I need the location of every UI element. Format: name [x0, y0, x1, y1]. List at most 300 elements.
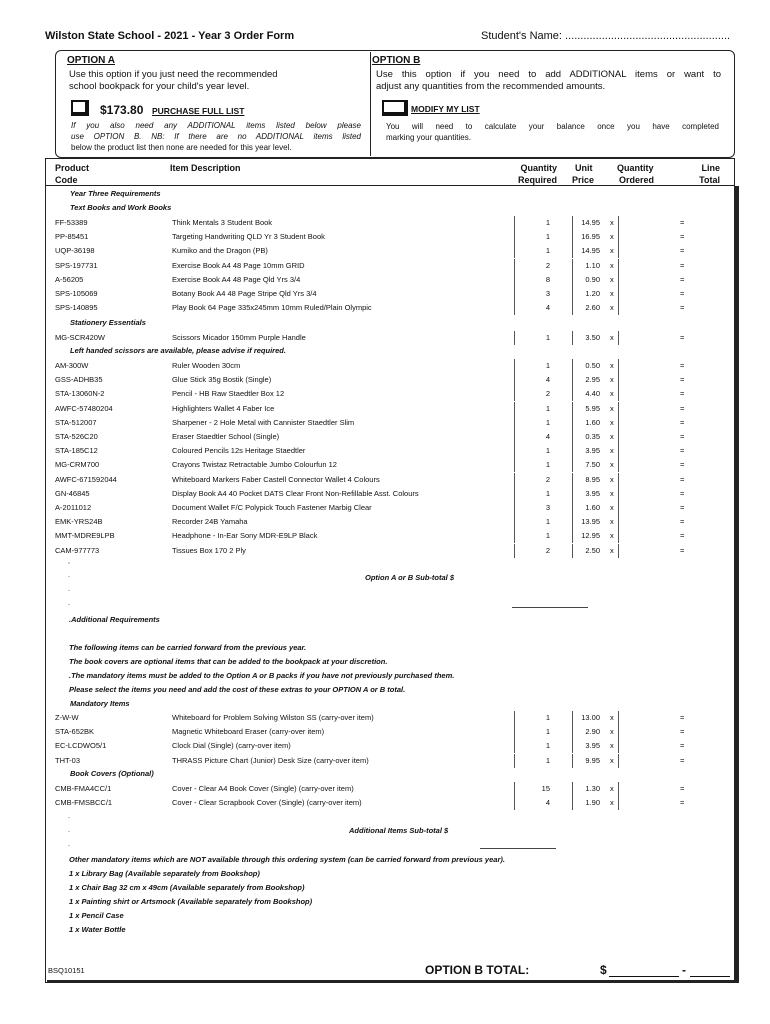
product-code: STA-512007 [55, 417, 97, 427]
note-mandatory: .The mandatory items must be added to the Option A or B packs if you have not previously purchased them. [69, 671, 455, 680]
column-separator [618, 754, 619, 768]
column-separator [514, 515, 515, 529]
times-marker: x [610, 333, 614, 342]
column-separator [572, 487, 573, 501]
column-separator [514, 402, 515, 416]
unit-price: 1.60 [585, 417, 600, 427]
unit-price: 1.20 [585, 289, 600, 298]
column-separator [572, 725, 573, 739]
product-code: Z-W-W [55, 713, 79, 722]
item-description: Coloured Pencils 12s Heritage Staedtler [172, 446, 306, 456]
column-separator [618, 487, 619, 501]
item-description: Headphone - In-Ear Sony MDR-E9LP Black [172, 531, 318, 541]
equals-marker: = [680, 488, 685, 498]
product-code: EC-LCDWO5/1 [55, 741, 107, 751]
quantity-required: 2 [545, 389, 550, 399]
option-b-heading: OPTION B [372, 55, 421, 66]
subtotal-ab-blank[interactable] [512, 607, 588, 608]
quantity-required: 3 [545, 289, 550, 298]
column-separator [572, 287, 573, 301]
item-description: Botany Book A4 48 Page Stripe Qld Yrs 3/4 [172, 289, 317, 298]
column-separator [618, 739, 619, 753]
equals-marker: = [680, 403, 685, 413]
product-code: AWFC-671592044 [55, 474, 117, 484]
table-row [45, 259, 735, 273]
table-row [45, 725, 735, 739]
unit-price: 2.90 [585, 727, 600, 737]
options-divider [370, 52, 371, 156]
note-select: Please select the items you need and add the cost of these extras to your OPTION A or B total. [69, 685, 406, 694]
column-separator [572, 711, 573, 725]
equals-marker: = [680, 460, 685, 470]
column-separator [514, 725, 515, 739]
unit-price: 2.95 [585, 375, 600, 385]
form-title: Wilston State School - 2021 - Year 3 Order Form [45, 30, 295, 42]
times-marker: x [610, 727, 614, 737]
unit-price: 12.95 [581, 531, 600, 541]
table-row [45, 796, 735, 810]
times-marker: x [610, 274, 614, 284]
header-rule [45, 185, 735, 186]
unit-price: 2.50 [585, 545, 600, 555]
option-b-note2: marking your quantities. [386, 133, 471, 142]
item-description: Crayons Twistaz Retractable Jumbo Colourfun 12 [172, 460, 337, 470]
product-code: GN-46845 [55, 488, 90, 498]
quantity-required: 4 [545, 432, 550, 441]
unit-price: 13.00 [581, 713, 600, 722]
equals-marker: = [680, 545, 685, 555]
column-separator [514, 444, 515, 458]
table-row [45, 273, 735, 287]
times-marker: x [610, 303, 614, 313]
times-marker: x [610, 218, 614, 227]
modify-list-checkbox[interactable] [382, 100, 408, 116]
column-separator [572, 544, 573, 558]
item-description: Whiteboard for Problem Solving Wilston SS (carry-over item) [172, 713, 374, 722]
product-code: AWFC-57480204 [55, 403, 113, 413]
item-description: Tissues Box 170 2 Ply [172, 545, 246, 555]
item-description: Play Book 64 Page 335x245mm 10mm Ruled/Plain Olympic [172, 303, 372, 313]
table-row [45, 444, 735, 458]
product-code: STA-652BK [55, 727, 95, 737]
column-separator [618, 273, 619, 287]
form-code: BSQ10151 [48, 966, 85, 975]
subtotal-ab-label: Option A or B Sub-total $ [365, 573, 455, 582]
equals-marker: = [680, 375, 685, 385]
product-code: STA-13060N-2 [55, 389, 105, 399]
column-separator [618, 544, 619, 558]
unit-price: 1.30 [585, 784, 600, 793]
equals-marker: = [680, 503, 685, 512]
total-cents-blank[interactable] [690, 976, 730, 977]
col-line-total: Line Total [699, 163, 720, 185]
times-marker: x [610, 545, 614, 555]
column-separator [618, 501, 619, 515]
option-a-note3: below the product list then none are needed for this year level. [71, 143, 292, 152]
equals-marker: = [680, 755, 685, 765]
column-separator [572, 430, 573, 444]
table-row [45, 754, 735, 768]
column-separator [514, 796, 515, 810]
column-separator [572, 473, 573, 487]
equals-marker: = [680, 232, 685, 242]
table-row [45, 711, 735, 725]
column-separator [514, 216, 515, 230]
student-name-field[interactable]: Student's Name: ...................................................... [481, 30, 731, 42]
unit-price: 0.50 [585, 361, 600, 370]
quantity-required: 8 [545, 274, 550, 284]
item-description: Cover - Clear Scrapbook Cover (Single) (carry-over item) [172, 798, 362, 808]
equals-marker: = [680, 417, 685, 427]
other-item-library-bag: 1 x Library Bag (Available separately from Bookshop) [69, 869, 260, 878]
column-separator [618, 387, 619, 401]
spacer-dot-2: . [68, 586, 70, 593]
unit-price: 5.95 [585, 403, 600, 413]
column-separator [514, 331, 515, 345]
times-marker: x [610, 488, 614, 498]
quantity-required: 1 [545, 218, 550, 227]
equals-marker: = [680, 784, 685, 793]
unit-price: 8.95 [585, 474, 600, 484]
unit-price: 16.95 [581, 232, 600, 242]
product-code: A-2011012 [55, 503, 92, 512]
times-marker: x [610, 417, 614, 427]
table-row [45, 515, 735, 529]
column-separator [572, 301, 573, 315]
column-separator [618, 473, 619, 487]
product-code: MMT-MDRE9LPB [55, 531, 115, 541]
quantity-required: 1 [545, 755, 550, 765]
total-dollars-blank[interactable] [609, 976, 679, 977]
quantity-required: 3 [545, 503, 550, 512]
unit-price: 9.95 [585, 755, 600, 765]
option-a-note2: use OPTION B. NB: If there are no ADDITIONAL items listed [71, 132, 361, 141]
column-separator [514, 244, 515, 258]
times-marker: x [610, 798, 614, 808]
item-description: Whiteboard Markers Faber Castell Connector Wallet 4 Colours [172, 474, 380, 484]
section-text-books: Text Books and Work Books [70, 203, 172, 212]
table-row [45, 487, 735, 501]
quantity-required: 2 [545, 545, 550, 555]
table-row [45, 501, 735, 515]
product-code: PP-85451 [55, 232, 89, 242]
quantity-required: 1 [545, 403, 550, 413]
column-separator [618, 287, 619, 301]
item-description: Magnetic Whiteboard Eraser (carry-over item) [172, 727, 325, 737]
table-row [45, 230, 735, 244]
spacer-dot-1: . [68, 572, 70, 579]
quantity-required: 1 [545, 727, 550, 737]
quantity-required: 1 [545, 713, 550, 722]
product-code: A-56205 [55, 274, 84, 284]
column-separator [514, 301, 515, 315]
product-code: MG-CRM700 [55, 460, 100, 470]
column-separator [514, 739, 515, 753]
times-marker: x [610, 474, 614, 484]
times-marker: x [610, 713, 614, 722]
col-quantity-ordered: Quantity Ordered [617, 163, 655, 185]
section-stationery: Stationery Essentials [70, 318, 146, 327]
product-code: CMB-FMA4CC/1 [55, 784, 112, 793]
column-separator [618, 230, 619, 244]
times-marker: x [610, 503, 614, 512]
item-description: Scissors Micador 150mm Purple Handle [172, 333, 306, 342]
unit-price: 3.95 [585, 446, 600, 456]
times-marker: x [610, 531, 614, 541]
subtotal-additional-label: Additional Items Sub-total $ [349, 826, 449, 835]
quantity-required: 1 [545, 517, 550, 527]
left-handed-note: Left handed scissors are available, please advise if required. [70, 346, 286, 355]
product-code: STA-185C12 [55, 446, 98, 456]
option-a-line1: Use this option if you just need the recommended [69, 69, 278, 80]
col-quantity-required: Quantity Required [517, 163, 557, 185]
column-separator [572, 244, 573, 258]
unit-price: 0.35 [585, 432, 600, 441]
table-shadow-right [735, 186, 739, 983]
equals-marker: = [680, 303, 685, 313]
quantity-required: 4 [545, 303, 550, 313]
equals-marker: = [680, 727, 685, 737]
table-row [45, 458, 735, 472]
product-code: THT-03 [55, 755, 81, 765]
col-product-code: Product Code [55, 163, 90, 185]
column-separator [514, 416, 515, 430]
product-code: SPS-105069 [55, 289, 98, 298]
times-marker: x [610, 517, 614, 527]
column-separator [572, 782, 573, 796]
equals-marker: = [680, 531, 685, 541]
table-row [45, 244, 735, 258]
times-marker: x [610, 260, 614, 270]
quantity-required: 1 [545, 741, 550, 751]
product-code: CAM-977773 [55, 545, 100, 555]
item-description: Document Wallet F/C Polypick Touch Fastener Marbig Clear [172, 503, 372, 512]
item-description: THRASS Picture Chart (Junior) Desk Size (carry-over item) [172, 755, 369, 765]
quantity-required: 1 [545, 446, 550, 456]
col-unit-price: Unit Price [572, 163, 595, 185]
times-marker: x [610, 232, 614, 242]
column-separator [572, 754, 573, 768]
unit-price: 7.50 [585, 460, 600, 470]
times-marker: x [610, 403, 614, 413]
item-description: Sharpener - 2 Hole Metal with Cannister Staedtler Slim [172, 417, 355, 427]
times-marker: x [610, 784, 614, 793]
column-separator [572, 373, 573, 387]
option-a-heading: OPTION A [67, 55, 115, 66]
column-separator [572, 444, 573, 458]
table-row [45, 473, 735, 487]
equals-marker: = [680, 246, 685, 256]
quantity-required: 1 [545, 531, 550, 541]
quantity-required: 2 [545, 474, 550, 484]
spacer-dot-5: . [68, 827, 70, 834]
column-separator [572, 739, 573, 753]
product-code: EMK-YRS24B [55, 517, 103, 527]
column-separator [572, 529, 573, 543]
column-separator [618, 416, 619, 430]
quantity-required: 1 [545, 361, 550, 370]
quantity-required: 4 [545, 798, 550, 808]
section-mandatory: Mandatory Items [70, 699, 130, 708]
equals-marker: = [680, 741, 685, 751]
column-separator [618, 529, 619, 543]
section-year-three: Year Three Requirements [70, 189, 161, 198]
item-description: Cover - Clear A4 Book Cover (Single) (carry-over item) [172, 784, 354, 793]
column-separator [514, 711, 515, 725]
column-separator [514, 359, 515, 373]
unit-price: 13.95 [581, 517, 600, 527]
item-description: Highlighters Wallet 4 Faber Ice [172, 403, 275, 413]
column-separator [514, 373, 515, 387]
unit-price: 1.90 [585, 798, 600, 808]
unit-price: 14.95 [581, 218, 600, 227]
table-row [45, 301, 735, 315]
column-separator [514, 487, 515, 501]
times-marker: x [610, 755, 614, 765]
other-item-chair-bag: 1 x Chair Bag 32 cm x 49cm (Available separately from Bookshop) [69, 883, 305, 892]
table-row [45, 739, 735, 753]
column-separator [572, 216, 573, 230]
unit-price: 1.60 [585, 503, 600, 512]
other-item-pencil-case: 1 x Pencil Case [69, 911, 124, 920]
quantity-required: 1 [545, 246, 550, 256]
times-marker: x [610, 741, 614, 751]
option-a-line2: school bookpack for your child's year level. [69, 81, 250, 92]
column-separator [572, 416, 573, 430]
subtotal-additional-blank[interactable] [480, 848, 556, 849]
product-code: FF-53389 [55, 218, 88, 227]
item-description: Kumiko and the Dragon (PB) [172, 246, 268, 256]
unit-price: 1.10 [585, 260, 600, 270]
quantity-required: 1 [545, 417, 550, 427]
equals-marker: = [680, 389, 685, 399]
purchase-full-list-checkbox[interactable] [71, 100, 89, 116]
equals-marker: = [680, 798, 685, 808]
column-separator [514, 273, 515, 287]
column-separator [514, 230, 515, 244]
column-separator [514, 782, 515, 796]
item-description: Glue Stick 35g Bostik (Single) [172, 375, 272, 385]
full-list-price: $173.80 [100, 103, 144, 117]
product-code: CMB-FMSBCC/1 [55, 798, 113, 808]
spacer-comma-1: , [68, 558, 70, 565]
product-code: SPS-197731 [55, 260, 98, 270]
total-dollar-sign: $ [600, 963, 607, 977]
quantity-required: 1 [545, 460, 550, 470]
equals-marker: = [680, 260, 685, 270]
column-separator [572, 273, 573, 287]
column-separator [618, 216, 619, 230]
quantity-required: 4 [545, 375, 550, 385]
equals-marker: = [680, 713, 685, 722]
product-code: GSS-ADHB35 [55, 375, 103, 385]
equals-marker: = [680, 432, 685, 441]
item-description: Ruler Wooden 30cm [172, 361, 241, 370]
column-separator [618, 373, 619, 387]
column-separator [514, 387, 515, 401]
note-carry-forward: The following items can be carried forward from the previous year. [69, 643, 307, 652]
unit-price: 2.60 [585, 303, 600, 313]
item-description: Display Book A4 40 Pocket DATS Clear Front Non-Refillable Asst. Colours [172, 488, 419, 498]
product-code: UQP-36198 [55, 246, 95, 256]
table-row [45, 402, 735, 416]
times-marker: x [610, 361, 614, 370]
spacer-dot-3: . [68, 600, 70, 607]
spacer-dot-4: . [68, 813, 70, 820]
total-separator: - [682, 963, 686, 977]
product-code: STA-526C20 [55, 432, 98, 441]
column-separator [618, 359, 619, 373]
column-separator [618, 244, 619, 258]
column-separator [572, 230, 573, 244]
table-row [45, 216, 735, 230]
column-separator [514, 458, 515, 472]
item-description: Clock Dial (Single) (carry-over item) [172, 741, 291, 751]
column-separator [572, 501, 573, 515]
table-row [45, 430, 735, 444]
column-separator [514, 259, 515, 273]
table-row [45, 373, 735, 387]
times-marker: x [610, 289, 614, 298]
column-separator [618, 725, 619, 739]
equals-marker: = [680, 446, 685, 456]
unit-price: 14.95 [581, 246, 600, 256]
quantity-required: 2 [545, 260, 550, 270]
product-code: AM-300W [55, 361, 89, 370]
purchase-full-list-label[interactable]: PURCHASE FULL LIST [152, 106, 245, 116]
table-row [45, 782, 735, 796]
other-item-water-bottle: 1 x Water Bottle [69, 925, 126, 934]
modify-list-label[interactable]: MODIFY MY LIST [411, 104, 480, 114]
other-item-painting-shirt: 1 x Painting shirt or Artsmock (Available separately from Bookshop) [69, 897, 313, 906]
column-separator [618, 515, 619, 529]
column-separator [618, 301, 619, 315]
item-description: Exercise Book A4 48 Page Qld Yrs 3/4 [172, 274, 301, 284]
equals-marker: = [680, 474, 685, 484]
column-separator [514, 529, 515, 543]
column-separator [618, 444, 619, 458]
column-separator [618, 430, 619, 444]
product-code: MG-SCR420W [55, 333, 106, 342]
option-b-total-label: OPTION B TOTAL: [425, 963, 530, 977]
column-separator [572, 458, 573, 472]
unit-price: 3.95 [585, 488, 600, 498]
times-marker: x [610, 460, 614, 470]
item-description: Recorder 24B Yamaha [172, 517, 248, 527]
section-book-covers: Book Covers (Optional) [70, 769, 154, 778]
item-description: Exercise Book A4 48 Page 10mm GRID [172, 260, 305, 270]
equals-marker: = [680, 274, 685, 284]
column-separator [514, 473, 515, 487]
table-row [45, 529, 735, 543]
col-item-description: Item Description [170, 163, 241, 173]
column-separator [618, 782, 619, 796]
quantity-required: 15 [541, 784, 550, 793]
spacer-dot-6: . [68, 841, 70, 848]
quantity-required: 1 [545, 232, 550, 242]
table-shadow-bottom [47, 980, 739, 983]
times-marker: x [610, 375, 614, 385]
unit-price: 3.50 [585, 333, 600, 342]
column-separator [572, 796, 573, 810]
unit-price: 0.90 [585, 274, 600, 284]
column-separator [514, 754, 515, 768]
column-separator [514, 501, 515, 515]
column-separator [572, 359, 573, 373]
table-row [45, 544, 735, 558]
column-separator [572, 331, 573, 345]
item-description: Targeting Handwriting QLD Yr 3 Student Book [172, 232, 325, 242]
